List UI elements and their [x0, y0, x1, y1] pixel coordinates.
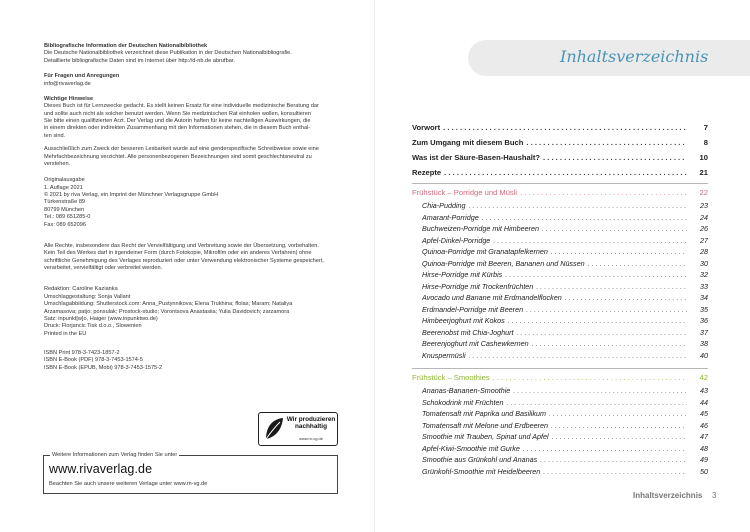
toc-recipe[interactable]: Schokodrink mit Früchten . . . 44	[412, 398, 708, 410]
isbn-block	[44, 350, 340, 372]
toc-recipe[interactable]: Apfel-Kiwi-Smoothie mit Gurke . . . 48	[412, 444, 708, 456]
toc-recipe[interactable]: Grünkohl-Smoothie mit Heidelbeeren . . . 50	[412, 467, 708, 479]
isbn-line: ISBN E-Book (EPUB, Mobi) 978-3-7453-1575-2	[44, 364, 163, 371]
contact-heading: Für Fragen und Anregungen	[44, 73, 120, 80]
toc-recipe[interactable]: Apfel-Dinkel-Porridge . . . 27	[412, 236, 708, 248]
toc-recipe[interactable]: Smoothie mit Trauben, Spinat und Apfel . . . 47	[412, 432, 708, 444]
toc-recipe[interactable]: Tomatensaft mit Paprika und Basilikum . . . 45	[412, 409, 708, 421]
badge-url: www.m-vg.de	[298, 436, 323, 441]
toc-recipe[interactable]: Quinoa-Porridge mit Beeren, Bananen und Nüssen . . . 30	[412, 259, 708, 271]
badge-title: Wir produzieren nachhaltig	[286, 416, 336, 431]
publisher-line: © 2021 by riva Verlag, ein Imprint der Münchner Verlagsgruppe GmbH	[44, 192, 219, 198]
toc-recipe[interactable]: Tomatensaft mit Melone und Erdbeeren . . . 46	[412, 421, 708, 433]
notes-line: und sollte auch nicht als solcher benutzt werden. Wenn Sie medizinischen Rat einholen wollen, konsultieren	[44, 110, 311, 117]
credits-line: Druck: Florjancic Tisk d.o.o., Slowenien	[44, 323, 142, 330]
page-number: 3	[712, 491, 717, 500]
page-title: Inhaltsverzeichnis	[560, 47, 709, 66]
notes-block	[44, 96, 340, 140]
credits-line: Printed in the EU	[44, 330, 87, 337]
toc-recipe[interactable]: Buchweizen-Porridge mit Himbeeren . . . 26	[412, 224, 708, 236]
copyright-block	[44, 43, 340, 378]
rights-line: Kein Teil des Werkes darf in irgendeiner Form (durch Fotokopie, Mikrofilm oder ein anderes Verfahren) ohne	[44, 250, 312, 257]
toc-recipe[interactable]: Beerenobst mit Chia-Joghurt . . . 37	[412, 328, 708, 340]
toc-recipe[interactable]: Amarant-Porridge . . . 24	[412, 213, 708, 225]
sustainability-badge	[258, 412, 338, 446]
toc-recipe[interactable]: Hirse-Porridge mit Kürbis . . . 32	[412, 270, 708, 282]
notes-heading: Wichtige Hinweise	[44, 95, 94, 102]
toc-recipe[interactable]: Himbeerjoghurt mit Kokos . . . 36	[412, 316, 708, 328]
leaf-icon	[263, 416, 285, 442]
toc-entry[interactable]: Vorwort . . . 7	[412, 123, 708, 138]
publisher-line: Originalausgabe	[44, 177, 85, 184]
toc-recipe[interactable]: Beerenjoghurt mit Cashewkernen . . . 38	[412, 339, 708, 351]
credits-line: Umschlaggestaltung: Sonja Vallant	[44, 293, 131, 300]
biblio-text-1: Die Deutsche Nationalbibliothek verzeichnet diese Publikation in der Deutschen Nationalbibliografie.	[44, 50, 292, 57]
publisher-web-box	[43, 452, 338, 494]
web-intro: Weitere Informationen zum Verlag finden Sie unter	[52, 452, 178, 458]
toc-entry[interactable]: Rezepte . . . 21	[412, 168, 708, 183]
toc-recipe[interactable]: Smoothie aus Grünkohl und Ananas . . . 49	[412, 455, 708, 467]
publisher-block	[44, 177, 340, 229]
notes-line: Sie bitte einen qualifizierten Arzt. Der Verlag und die Autorin haften für keine nachteiligen Auswirkungen, die	[44, 118, 311, 124]
notes-line: Dieses Buch ist für Lernzwecke gedacht. Es stellt keinen Ersatz für eine individuelle medizinische Beratung dar	[44, 103, 319, 110]
toc-recipe[interactable]: Ananas-Bananen-Smoothie . . . 43	[412, 386, 708, 398]
toc-recipe[interactable]: Hirse-Porridge mit Trockenfrüchten . . . 33	[412, 282, 708, 294]
toc-section-porridge[interactable]: Frühstück – Porridge und Müsli . . . 22	[412, 188, 708, 201]
rights-block	[44, 243, 340, 273]
notes-line: ten sind.	[44, 132, 66, 139]
gender-note-block	[44, 146, 340, 168]
toc-recipe[interactable]: Knuspermüsli . . . 40	[412, 351, 708, 363]
biblio-block	[44, 43, 340, 65]
publisher-url[interactable]: www.rivaverlag.de	[49, 462, 153, 476]
rights-line: Alle Rechte, insbesondere das Recht der Vervielfältigung und Verbreitung sowie der Übersetzung, vorbehalten.	[44, 242, 319, 249]
running-footer-label: Inhaltsverzeichnis	[633, 491, 703, 500]
credits-line: Redaktion: Caroline Kazianka	[44, 286, 118, 293]
rights-line: verarbeitet, vervielfältigt oder verbreitet werden.	[44, 265, 163, 271]
isbn-line: ISBN E-Book (PDF) 978-3-7453-1574-5	[44, 357, 143, 364]
publisher-line: Türkenstraße 89	[44, 199, 86, 206]
gender-note-line: Mehrfachbezeichnung verzichtet. Alle personenbezogenen Bezeichnungen sind somit geschlechtsneutral zu	[44, 153, 312, 160]
web-more: Beachten Sie auch unsere weiteren Verlage unter www.m-vg.de	[49, 481, 208, 487]
title-tab	[468, 40, 750, 76]
rights-line: schriftliche Genehmigung des Verlages reproduziert oder unter Verwendung elektronischer Systeme gespeichert,	[44, 257, 324, 264]
toc-section-smoothies[interactable]: Frühstück – Smoothies . . . 42	[412, 373, 708, 386]
gender-note-line: verstehen.	[44, 160, 71, 167]
publisher-line: 1. Auflage 2021	[44, 184, 83, 191]
biblio-heading: Bibliografische Information der Deutschen Nationalbibliothek	[44, 43, 208, 49]
table-of-contents	[412, 123, 708, 478]
section-divider	[412, 183, 708, 184]
credits-block	[44, 286, 340, 338]
toc-entry[interactable]: Was ist der Säure-Basen-Haushalt? . . . 10	[412, 153, 708, 168]
toc-recipe[interactable]: Chia-Pudding . . . 23	[412, 201, 708, 213]
contact-block	[44, 73, 340, 88]
credits-line: Arzamasova; patjo; ponsulak; Prostock-studio; Vorontsova Anastasiia; Yulia Davidovich; zarzamora	[44, 308, 290, 315]
toc-recipe[interactable]: Quinoa-Porridge mit Granatapfelkernen . . . 28	[412, 247, 708, 259]
biblio-text-2: Detaillierte bibliografische Daten sind im Internet über http://d-nb.de abrufbar.	[44, 57, 235, 64]
notes-line: in einem direkten oder indirekten Zusammenhang mit den Informationen stehen, die in diesem Buch enthal-	[44, 125, 311, 132]
section-divider	[412, 368, 708, 369]
credits-line: Satz: inpunkt[w]o, Haiger (www.inpunktwo.de)	[44, 315, 158, 322]
gender-note-line: Ausschließlich zum Zweck der besseren Lesbarkeit wurde auf eine genderspezifische Schreibweise sowie eine	[44, 146, 319, 153]
publisher-line: Tel.: 089 651285-0	[44, 214, 91, 221]
toc-recipe[interactable]: Erdmandel-Porridge mit Beeren . . . 35	[412, 305, 708, 317]
credits-line: Umschlagabbildung: Shutterstock.com: Anna_Pustynnikova; Elena Trukhina; ffolas; Maram; Nataliya	[44, 301, 293, 308]
publisher-line: 80799 München	[44, 206, 85, 213]
toc-recipe[interactable]: Avocado und Banane mit Erdmandelflocken . . . 34	[412, 293, 708, 305]
isbn-line: ISBN Print 978-3-7423-1857-2	[44, 350, 120, 356]
contact-email: info@rivaverlag.de	[44, 80, 91, 87]
toc-entry[interactable]: Zum Umgang mit diesem Buch . . . 8	[412, 138, 708, 153]
publisher-line: Fax: 089 652096	[44, 221, 86, 228]
